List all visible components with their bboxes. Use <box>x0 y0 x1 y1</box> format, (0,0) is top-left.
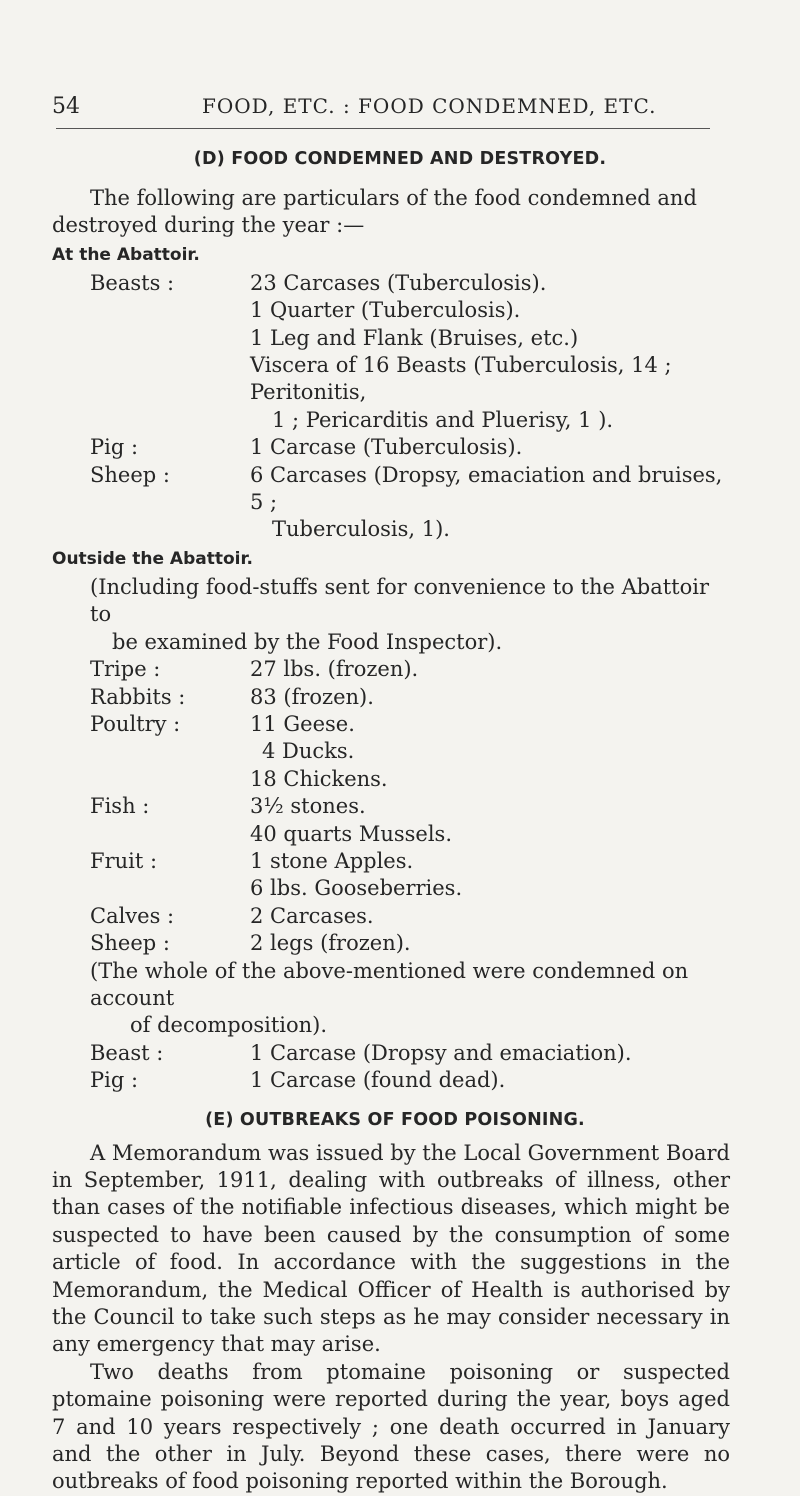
intro-paragraph <box>0 185 800 240</box>
list-item <box>0 325 800 352</box>
list-item <box>0 297 800 324</box>
item-value: 3½ stones. <box>250 794 366 819</box>
decomposition-note <box>0 958 730 1040</box>
section-d-heading: (D) FOOD CONDEMNED AND DESTROYED. <box>193 149 607 169</box>
section-e-heading: (E) OUTBREAKS OF FOOD POISONING. <box>205 1109 585 1130</box>
list-item <box>0 1040 800 1067</box>
list-item <box>0 848 800 875</box>
list-item <box>0 1067 800 1094</box>
page-number: 54 <box>52 94 80 119</box>
list-item <box>0 793 800 820</box>
list-item <box>0 684 800 711</box>
note-line: (Including food-stuffs sent for convenience to the Abattoir to <box>90 574 710 627</box>
item-label: Poultry : <box>90 711 181 736</box>
item-value: 6 Carcases (Dropsy, emaciation and bruises, 5 ; <box>250 462 723 515</box>
item-label: Tripe : <box>90 657 161 682</box>
list-item <box>0 875 800 902</box>
item-label: Fish : <box>90 794 150 819</box>
list-item <box>0 766 800 793</box>
item-value: Viscera of 16 Beasts (Tuberculosis, 14 ; Peritonitis, <box>250 353 672 405</box>
list-item <box>0 407 800 434</box>
list-item <box>0 352 800 407</box>
list-item <box>0 434 800 461</box>
intro-line: The following are particulars of the food condemned and <box>90 186 697 210</box>
list-item <box>0 462 800 517</box>
item-value: 23 Carcases (Tuberculosis). <box>250 270 547 295</box>
list-item <box>0 821 800 848</box>
item-label: Sheep : <box>90 462 170 487</box>
list-item <box>0 738 800 765</box>
item-value: 6 lbs. Gooseberries. <box>250 876 463 901</box>
item-label: Calves : <box>90 903 175 928</box>
list-item <box>0 930 800 957</box>
item-label: Beasts : <box>90 270 175 295</box>
list-item <box>0 711 800 738</box>
list-item <box>0 656 800 683</box>
header-rule <box>56 128 710 129</box>
item-value: Tuberculosis, 1). <box>272 517 450 542</box>
page-content <box>0 146 800 1496</box>
list-item <box>0 516 800 543</box>
note-line: be examined by the Food Inspector). <box>112 629 503 654</box>
item-value: 1 Carcase (Tuberculosis). <box>250 435 523 460</box>
page-header <box>52 94 712 128</box>
item-value: 27 lbs. (frozen). <box>250 657 419 682</box>
outside-heading: Outside the Abattoir. <box>52 548 253 569</box>
item-label: Pig : <box>90 1068 139 1093</box>
item-label: Rabbits : <box>90 684 186 709</box>
intro-line: destroyed during the year :— <box>52 213 365 238</box>
item-value: 2 Carcases. <box>250 903 374 928</box>
item-value: 1 Leg and Flank (Bruises, etc.) <box>250 325 579 350</box>
list-item <box>0 903 800 930</box>
note-line: of decomposition). <box>130 1013 328 1038</box>
item-label: Fruit : <box>90 848 158 873</box>
item-label: Pig : <box>90 435 139 460</box>
item-label: Beast : <box>90 1040 164 1065</box>
outside-note <box>0 574 730 656</box>
list-item <box>0 270 800 297</box>
item-value: 83 (frozen). <box>250 684 374 709</box>
note-line: (The whole of the above-mentioned were condemned on account <box>90 958 689 1010</box>
abattoir-heading: At the Abattoir. <box>52 244 200 265</box>
item-value: 11 Geese. <box>250 711 355 736</box>
item-value: 1 stone Apples. <box>250 848 414 873</box>
item-value: 4 Ducks. <box>262 739 355 764</box>
item-value: 1 Quarter (Tuberculosis). <box>250 298 521 323</box>
item-value: 1 Carcase (found dead). <box>250 1068 506 1093</box>
paragraph: Two deaths from ptomaine poisoning or suspected ptomaine poisoning were reported during the year, boys aged 7 and 10 years respectively ; one death occurred in January and the other in July. Beyond these cases, there were no outbreaks of food poisoning reported within the Borough. <box>52 1359 730 1494</box>
item-label: Sheep : <box>90 931 170 956</box>
item-value: 1 ; Pericarditis and Pluerisy, 1 ). <box>272 407 614 432</box>
item-value: 2 legs (frozen). <box>250 931 411 956</box>
paragraph: A Memorandum was issued by the Local Government Board in September, 1911, dealing with outbreaks of illness, other than cases of the notifiable infectious diseases, which might be suspected to have been caused by the consumption of some article of food. In accordance with the suggestions in the Memorandum, the Medical Officer of Health is authorised by the Council to take such steps as he may consider necessary in any emergency that may arise. <box>52 1140 730 1357</box>
running-head: FOOD, ETC. : FOOD CONDEMNED, ETC. <box>202 94 657 118</box>
item-value: 40 quarts Mussels. <box>250 821 452 846</box>
item-value: 18 Chickens. <box>250 766 388 791</box>
item-value: 1 Carcase (Dropsy and emaciation). <box>250 1040 632 1065</box>
